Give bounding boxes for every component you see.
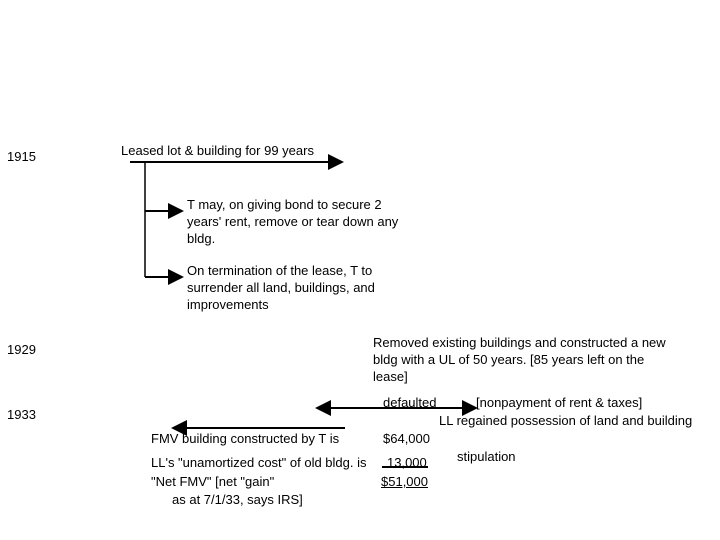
fmv-value: $64,000	[383, 431, 430, 446]
nonpayment-label: [nonpayment of rent & taxes]	[476, 395, 643, 410]
lease-text: Leased lot & building for 99 years	[121, 143, 314, 158]
year-1933: 1933	[7, 407, 36, 422]
cost-value: 13,000	[387, 455, 427, 470]
net-fmv-label	[151, 473, 274, 490]
fmv-label: FMV building constructed by T is	[151, 431, 340, 446]
rebuild-note	[373, 334, 666, 385]
net-fmv-label-text: "Net FMV" [net "gain"	[151, 474, 275, 489]
term-remove-line2: years' rent, remove or tear down any	[187, 214, 399, 229]
term-remove-note	[187, 196, 398, 247]
regained-label: LL regained possession of land and building	[439, 413, 693, 428]
term-surrender-line1: On termination of the lease, T to	[187, 263, 373, 278]
term-remove-line3: bldg.	[187, 231, 216, 246]
year-1929: 1929	[7, 342, 36, 357]
year-1915: 1915	[7, 149, 36, 164]
rebuild-line3: lease]	[373, 369, 408, 384]
rebuild-line2: bldg with a UL of 50 years. [85 years left on the	[373, 352, 645, 367]
net-fmv-value: $51,000	[381, 474, 428, 489]
term-remove-line1: T may, on giving bond to secure 2	[187, 197, 382, 212]
defaulted-label: defaulted	[383, 395, 437, 410]
term-surrender-line2: surrender all land, buildings, and	[187, 280, 375, 295]
term-surrender-note	[187, 262, 375, 313]
term-surrender-line3: improvements	[187, 297, 269, 312]
cost-label: LL's "unamortized cost" of old bldg. is	[151, 455, 367, 470]
as-at-label: as at 7/1/33, says IRS]	[172, 492, 303, 507]
stipulation-label: stipulation	[457, 449, 516, 464]
rebuild-line1: Removed existing buildings and constructed a new	[373, 335, 666, 350]
